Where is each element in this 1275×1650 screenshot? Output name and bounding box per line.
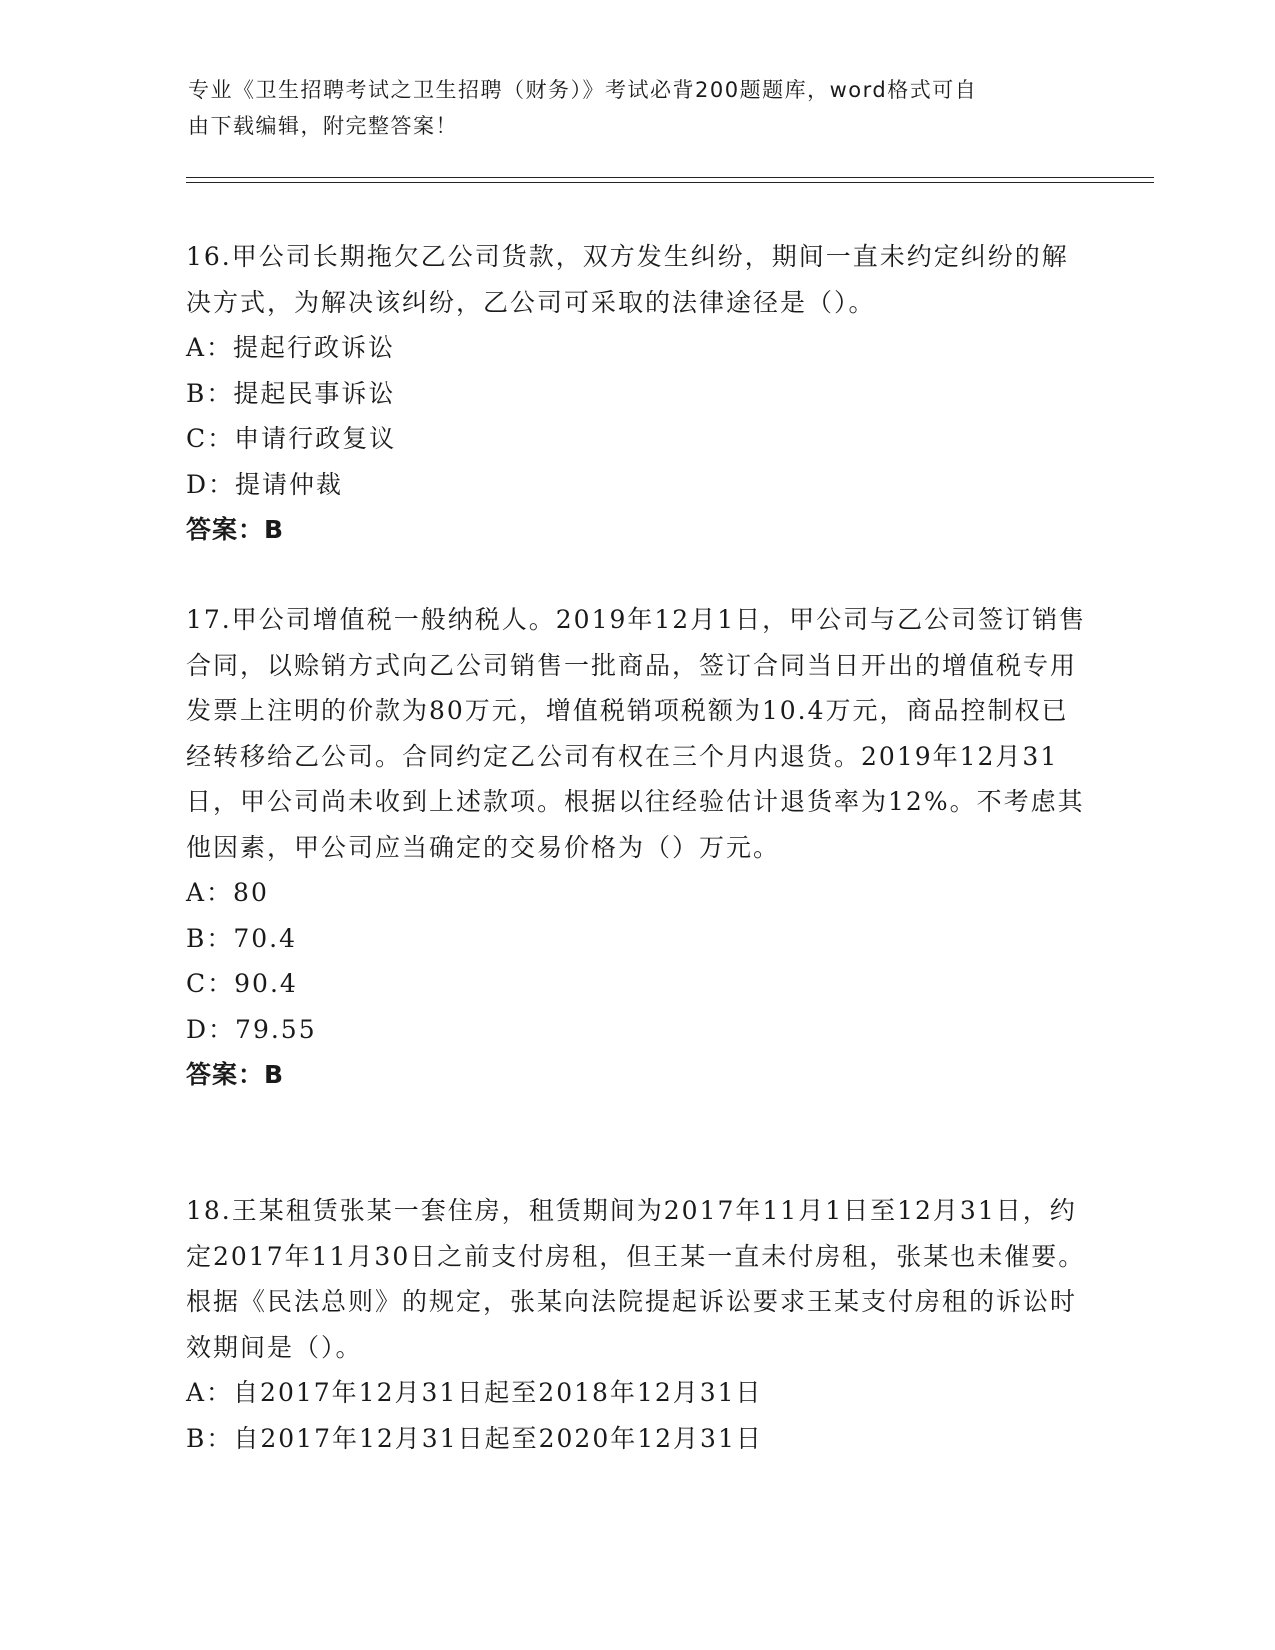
header-divider-bottom xyxy=(186,182,1154,183)
answer: 答案：B xyxy=(186,515,285,544)
option-a: A：提起行政诉讼 xyxy=(186,333,396,362)
question-17 xyxy=(186,597,1091,1098)
answer: 答案：B xyxy=(186,1060,285,1089)
option-c: C：90.4 xyxy=(186,969,298,998)
header-divider-top xyxy=(186,177,1154,178)
option-a: A：80 xyxy=(186,878,269,907)
option-b: B：70.4 xyxy=(186,923,298,953)
document-header xyxy=(188,72,1088,144)
option-b: B：提起民事诉讼 xyxy=(186,378,396,408)
question-stem: 17.甲公司增值税一般纳税人。2019年12月1日，甲公司与乙公司签订销售合同，以赊销方式向乙公司销售一批商品，签订合同当日开出的增值税专用发票上注明的价款为80万元，增值税销项税额为10.4万元，商品控制权已经转移给乙公司。合同约定乙公司有权在三个月内退货。2019年12月31日，甲公司尚未收到上述款项。根据以往经验估计退货率为12%。不考虑其他因素，甲公司应当确定的交易价格为（）万元。 xyxy=(186,605,1087,862)
option-a: A：自2017年12月31日起至2018年12月31日 xyxy=(186,1378,763,1407)
question-18 xyxy=(186,1188,1091,1461)
option-d: D：提请仲裁 xyxy=(186,469,344,499)
header-line-1: 专业《卫生招聘考试之卫生招聘（财务）》考试必背200题题库，word格式可自 xyxy=(188,78,978,102)
header-line-2: 由下载编辑，附完整答案！ xyxy=(188,114,458,138)
question-stem: 16.甲公司长期拖欠乙公司货款，双方发生纠纷，期间一直未约定纠纷的解决方式，为解决该纠纷，乙公司可采取的法律途径是（）。 xyxy=(186,242,1069,317)
question-16 xyxy=(186,234,1091,553)
option-d: D：79.55 xyxy=(186,1014,317,1044)
question-stem: 18.王某租赁张某一套住房，租赁期间为2017年11月1日至12月31日，约定2017年11月30日之前支付房租，但王某一直未付房租，张某也未催要。根据《民法总则》的规定，张某向法院提起诉讼要求王某支付房租的诉讼时效期间是（）。 xyxy=(186,1196,1086,1362)
option-b: B：自2017年12月31日起至2020年12月31日 xyxy=(186,1423,763,1453)
option-c: C：申请行政复议 xyxy=(186,424,397,453)
